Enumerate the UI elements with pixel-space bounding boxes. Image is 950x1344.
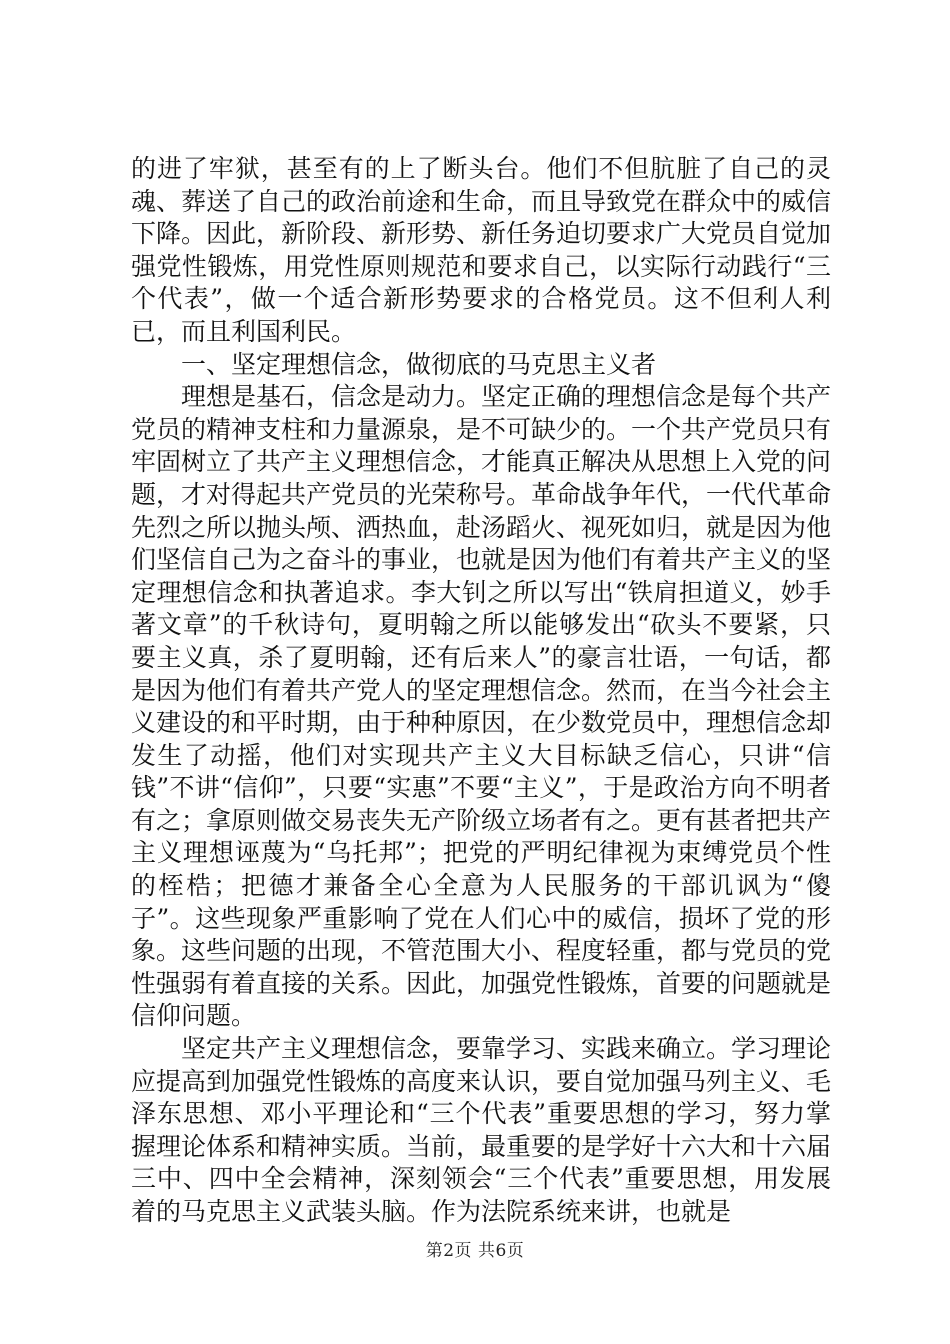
paragraph-continuation: 的进了牢狱，甚至有的上了断头台。他们不但肮脏了自己的灵魂、葬送了自己的政治前途和生命，而且导致党在群众中的威信下降。因此，新阶段、新形势、新任务迫切要求广大党员自觉加强党性锻炼，用党性原则规范和要求自己，以实际行动践行“三个代表”，做一个适合新形势要求的合格党员。这不但利人利已，而且利国利民。 [131,154,832,346]
section-heading: 一、坚定理想信念，做彻底的马克思主义者 [181,349,657,379]
paragraph-study: 坚定共产主义理想信念，要靠学习、实践来确立。学习理论应提高到加强党性锻炼的高度来认识，要自觉加强马列主义、毛泽东思想、邓小平理论和“三个代表”重要思想的学习，努力掌握理论体系和精神实质。当前，最重要的是学好十六大和十六届三中、四中全会精神，深刻领会“三个代表”重要思想，用发展着的马克思主义武装头脑。作为法院系统来讲，也就是 [131,1034,832,1226]
page-number-footer: 第2页 共6页 [425,1241,525,1261]
document-body [131,153,831,1229]
paragraph-ideals: 理想是基石，信念是动力。坚定正确的理想信念是每个共产党员的精神支柱和力量源泉，是不可缺少的。一个共产党员只有牢固树立了共产主义理想信念，才能真正解决从思想上入党的问题，才对得起共产党员的光荣称号。革命战争年代，一代代革命先烈之所以抛头颅、洒热血，赴汤蹈火、视死如归，就是因为他们坚信自己为之奋斗的事业，也就是因为他们有着共产主义的坚定理想信念和执著追求。李大钊之所以写出“铁肩担道义，妙手著文章”的千秋诗句，夏明翰之所以能够发出“砍头不要紧，只要主义真，杀了夏明翰，还有后来人”的豪言壮语，一句话，都是因为他们有着共产党人的坚定理想信念。然而，在当今社会主义建设的和平时期，由于种种原因，在少数党员中，理想信念却发生了动摇，他们对实现共产主义大目标缺乏信心，只讲“信钱”不讲“信仰”，只要“实惠”不要“主义”，于是政治方向不明者有之；拿原则做交易丧失无产阶级立场者有之。更有甚者把共产主义理想诬蔑为“乌托邦”；把党的严明纪律视为束缚党员个性的桎梏；把德才兼备全心全意为人民服务的干部讥讽为“傻子”。这些现象严重影响了党在人们心中的威信，损坏了党的形象。这些问题的出现，不管范围大小、程度轻重，都与党员的党性强弱有着直接的关系。因此，加强党性锻炼，首要的问题就是信仰问题。 [131,382,832,1031]
